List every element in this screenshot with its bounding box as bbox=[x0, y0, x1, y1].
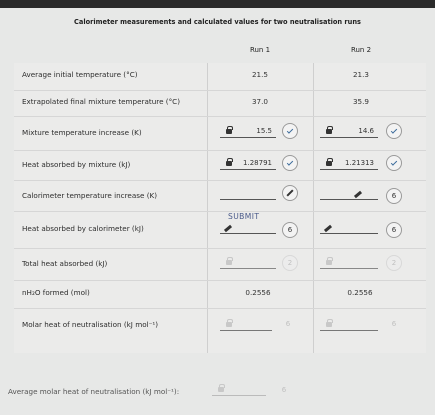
heat-mixture-field-run2 bbox=[320, 155, 378, 170]
pencil-icon bbox=[224, 225, 232, 232]
pencil-icon bbox=[324, 225, 332, 232]
column-header-run2: Run 2 bbox=[350, 46, 372, 54]
sig-figs-badge: 6 bbox=[391, 320, 397, 328]
divider bbox=[14, 180, 426, 181]
divider bbox=[14, 90, 426, 91]
calorimeter-temp-input-run1[interactable] bbox=[220, 185, 276, 200]
divider bbox=[14, 116, 426, 117]
field-value: 1.21313 bbox=[345, 159, 374, 167]
field-value: 1.28791 bbox=[243, 159, 272, 167]
sig-figs-badge: 6 bbox=[282, 222, 298, 238]
value-run1: 21.5 bbox=[251, 70, 268, 79]
lock-icon bbox=[226, 129, 232, 134]
pencil-icon[interactable] bbox=[282, 185, 298, 201]
divider bbox=[14, 150, 426, 151]
check-icon bbox=[282, 123, 298, 139]
temp-increase-field-run2 bbox=[320, 123, 378, 138]
field-value: 15.5 bbox=[256, 127, 272, 135]
submit-button[interactable]: SUBMIT bbox=[228, 212, 260, 221]
table-body bbox=[14, 63, 426, 353]
total-heat-field-run1 bbox=[220, 254, 276, 269]
lock-icon bbox=[226, 161, 232, 166]
average-label: Average molar heat of neutralisation (kJ mol⁻¹): bbox=[8, 387, 180, 396]
value-run1: 37.0 bbox=[251, 97, 268, 106]
value-run1: 0.2556 bbox=[245, 288, 271, 297]
row-label-calorimeter-temp[interactable]: Calorimeter temperature increase (K) bbox=[22, 191, 158, 200]
screen bbox=[0, 8, 435, 415]
table-title: Calorimeter measurements and calculated values for two neutralisation runs bbox=[74, 18, 361, 26]
field-value: 14.6 bbox=[358, 127, 374, 135]
sig-figs-badge: 6 bbox=[386, 222, 402, 238]
value-run2: 0.2556 bbox=[347, 288, 373, 297]
row-label-temp-increase: Mixture temperature increase (K) bbox=[22, 128, 142, 137]
sig-figs-badge: 6 bbox=[285, 320, 291, 328]
check-icon bbox=[282, 155, 298, 171]
sig-figs-badge: 2 bbox=[282, 255, 298, 271]
molar-heat-field-run1 bbox=[220, 316, 272, 331]
average-field bbox=[212, 381, 266, 396]
calorimeter-temp-input-run2[interactable] bbox=[320, 185, 378, 200]
row-label-molar-heat: Molar heat of neutralisation (kJ mol⁻¹) bbox=[22, 320, 159, 329]
divider bbox=[207, 63, 208, 353]
check-icon bbox=[386, 123, 402, 139]
row-label-heat-calorimeter: Heat absorbed by calorimeter (kJ) bbox=[22, 224, 144, 233]
lock-icon bbox=[226, 260, 232, 265]
lock-icon bbox=[226, 322, 232, 327]
sig-figs-badge: 6 bbox=[386, 188, 402, 204]
pencil-icon bbox=[354, 191, 362, 198]
sig-figs-badge: 6 bbox=[281, 386, 287, 394]
row-label-moles-water: nH₂O formed (mol) bbox=[22, 288, 90, 297]
row-label-heat-mixture: Heat absorbed by mixture (kJ) bbox=[22, 160, 131, 169]
column-header-run1: Run 1 bbox=[249, 46, 271, 54]
heat-mixture-field-run1 bbox=[220, 155, 276, 170]
value-run2: 21.3 bbox=[352, 70, 369, 79]
lock-icon bbox=[326, 161, 332, 166]
divider bbox=[14, 280, 426, 281]
row-label-avg-initial-temp: Average initial temperature (°C) bbox=[22, 70, 138, 79]
lock-icon bbox=[326, 129, 332, 134]
temp-increase-field-run1 bbox=[220, 123, 276, 138]
divider bbox=[14, 308, 426, 309]
row-label-total-heat: Total heat absorbed (kJ) bbox=[22, 259, 108, 268]
divider bbox=[313, 63, 314, 353]
sig-figs-badge: 2 bbox=[386, 255, 402, 271]
total-heat-field-run2 bbox=[320, 254, 378, 269]
value-run2: 35.9 bbox=[352, 97, 369, 106]
row-label-extrap-final-temp: Extrapolated final mixture temperature (°C) bbox=[22, 97, 181, 106]
heat-calorimeter-input-run2[interactable] bbox=[320, 219, 378, 234]
molar-heat-field-run2 bbox=[320, 316, 378, 331]
divider bbox=[14, 248, 426, 249]
check-icon bbox=[386, 155, 402, 171]
lock-icon bbox=[218, 387, 224, 392]
divider bbox=[14, 211, 426, 212]
lock-icon bbox=[326, 260, 332, 265]
lock-icon bbox=[326, 322, 332, 327]
heat-calorimeter-input-run1[interactable] bbox=[220, 219, 276, 234]
